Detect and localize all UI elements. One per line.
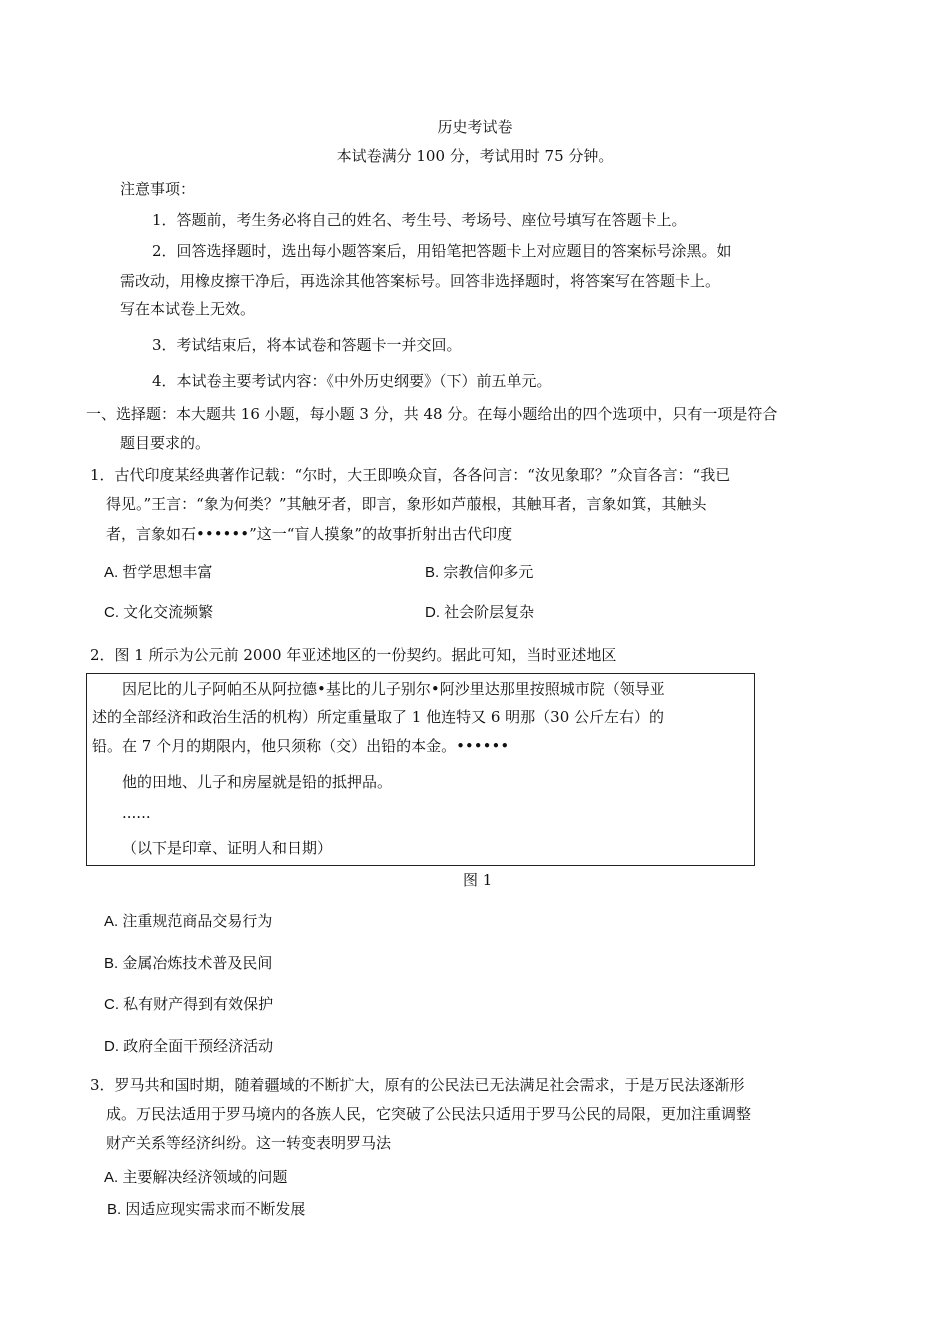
section-1-line-2: 题目要求的。 [120,434,211,452]
q2-option-b: B. 金属冶炼技术普及民间 [104,955,273,972]
contract-line-3: 铅。在 7 个月的期限内，他只须称（交）出铅的本金。•••••• [92,737,510,755]
q2-option-c: C. 私有财产得到有效保护 [104,996,274,1013]
q3-stem-line-1: 3．罗马共和国时期，随着疆域的不断扩大，原有的公民法已无法满足社会需求，于是万民法逐渐形 [90,1076,745,1094]
contract-line-6: （以下是印章、证明人和日期） [122,839,333,857]
q1-option-c: C. 文化交流频繁 [104,604,214,621]
q1-option-d: D. 社会阶层复杂 [425,604,535,621]
notice-heading: 注意事项： [120,180,196,198]
q3-stem-line-3: 财产关系等经济纠纷。这一转变表明罗马法 [106,1134,392,1152]
q3-option-a: A. 主要解决经济领域的问题 [104,1169,288,1186]
q2-option-a: A. 注重规范商品交易行为 [104,913,273,930]
notice-item-4: 4．本试卷主要考试内容：《中外历史纲要》（下）前五单元。 [152,372,552,390]
notice-item-2-line-2: 需改动，用橡皮擦干净后，再选涂其他答案标号。回答非选择题时，将答案写在答题卡上。 [120,272,721,290]
contract-line-1: 因尼比的儿子阿帕丕从阿拉德•基比的儿子别尔•阿沙里达那里按照城市院（领导亚 [122,680,665,698]
contract-line-4: 他的田地、儿子和房屋就是铅的抵押品。 [122,773,393,791]
contract-line-2: 述的全部经济和政治生活的机构）所定重量取了 1 他连特又 6 明那（30 公斤左右）的 [92,708,665,726]
contract-line-5: ...... [122,804,151,822]
q2-stem: 2．图 1 所示为公元前 2000 年亚述地区的一份契约。据此可知，当时亚述地区 [90,646,617,664]
q1-stem-line-1: 1．古代印度某经典著作记载：“尔时，大王即唤众盲，各各问言：“汝见象耶？”众盲各言：“我已 [90,466,731,484]
q1-stem-line-2: 得见。”王言：“象为何类？”其触牙者，即言，象形如芦菔根，其触耳者，言象如箕，其触头 [106,495,707,513]
q1-stem-line-3: 者，言象如石••••••”这一“盲人摸象”的故事折射出古代印度 [106,525,513,543]
notice-item-3: 3．考试结束后，将本试卷和答题卡一并交回。 [152,336,462,354]
exam-subtitle: 本试卷满分 100 分，考试用时 75 分钟。 [336,147,614,165]
q1-option-a: A. 哲学思想丰富 [104,564,213,581]
section-1-line-1: 一、选择题：本大题共 16 小题，每小题 3 分，共 48 分。在每小题给出的四个选项中，只有一项是符合 [86,405,778,423]
figure-caption: 图 1 [463,871,493,889]
q2-option-d: D. 政府全面干预经济活动 [104,1038,274,1055]
q3-option-b: B. 因适应现实需求而不断发展 [107,1201,306,1218]
notice-item-1: 1．答题前，考生务必将自己的姓名、考生号、考场号、座位号填写在答题卡上。 [152,211,687,229]
notice-item-2-line-1: 2．回答选择题时，选出每小题答案后，用铅笔把答题卡上对应题目的答案标号涂黑。如 [152,242,732,260]
q3-stem-line-2: 成。万民法适用于罗马境内的各族人民，它突破了公民法只适用于罗马公民的局限，更加注重调整 [106,1105,752,1123]
exam-title: 历史考试卷 [437,118,513,136]
q1-option-b: B. 宗教信仰多元 [425,564,534,581]
notice-item-2-line-3: 写在本试卷上无效。 [120,300,256,318]
